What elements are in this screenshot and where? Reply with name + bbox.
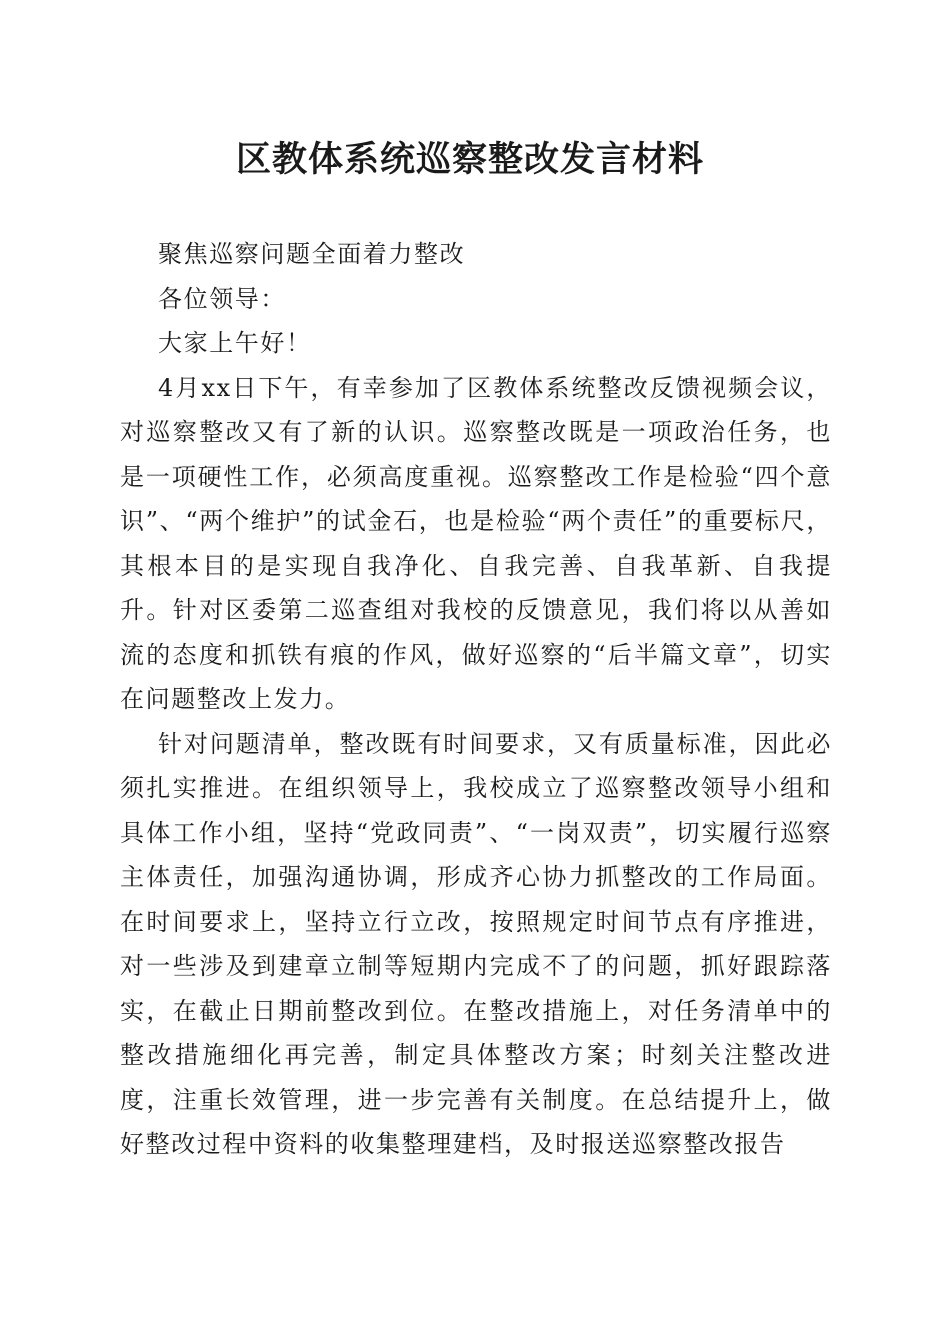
document-title: 区教体系统巡察整改发言材料	[235, 140, 704, 180]
subtitle-paragraph: 聚焦巡察问题全面着力整改	[158, 240, 466, 268]
body-paragraph-2: 针对问题清单，整改既有时间要求，又有质量标准，因此必须扎实推进。在组织领导上，我校成立了巡察整改领导小组和具体工作小组，坚持“党政同责”、“一岗双责”，切实履行巡察主体责任，加强沟通协调，形成齐心协力抓整改的工作局面。在时间要求上，坚持立行立改，按照规定时间节点有序推进，对一些涉及到建章立制等短期内完成不了的问题，抓好跟踪落实，在截止日期前整改到位。在整改措施上，对任务清单中的整改措施细化再完善，制定具体整改方案；时刻关注整改进度，注重长效管理，进一步完善有关制度。在总结提升上，做好整改过程中资料的收集整理建档，及时报送巡察整改报告	[120, 729, 832, 1158]
document-body	[120, 232, 832, 1167]
salutation-paragraph: 各位领导：	[158, 284, 286, 313]
greeting-paragraph: 大家上午好！	[158, 329, 312, 357]
body-paragraph-1: 4月xx日下午，有幸参加了区教体系统整改反馈视频会议，对巡察整改又有了新的认识。巡察整改既是一项政治任务，也是一项硬性工作，必须高度重视。巡察整改工作是检验“四个意识”、“两个维护”的试金石，也是检验“两个责任”的重要标尺，其根本目的是实现自我净化、自我完善、自我革新、自我提升。针对区委第二巡查组对我校的反馈意见，我们将以从善如流的态度和抓铁有痕的作风，做好巡察的“后半篇文章”，切实在问题整改上发力。	[120, 373, 832, 713]
